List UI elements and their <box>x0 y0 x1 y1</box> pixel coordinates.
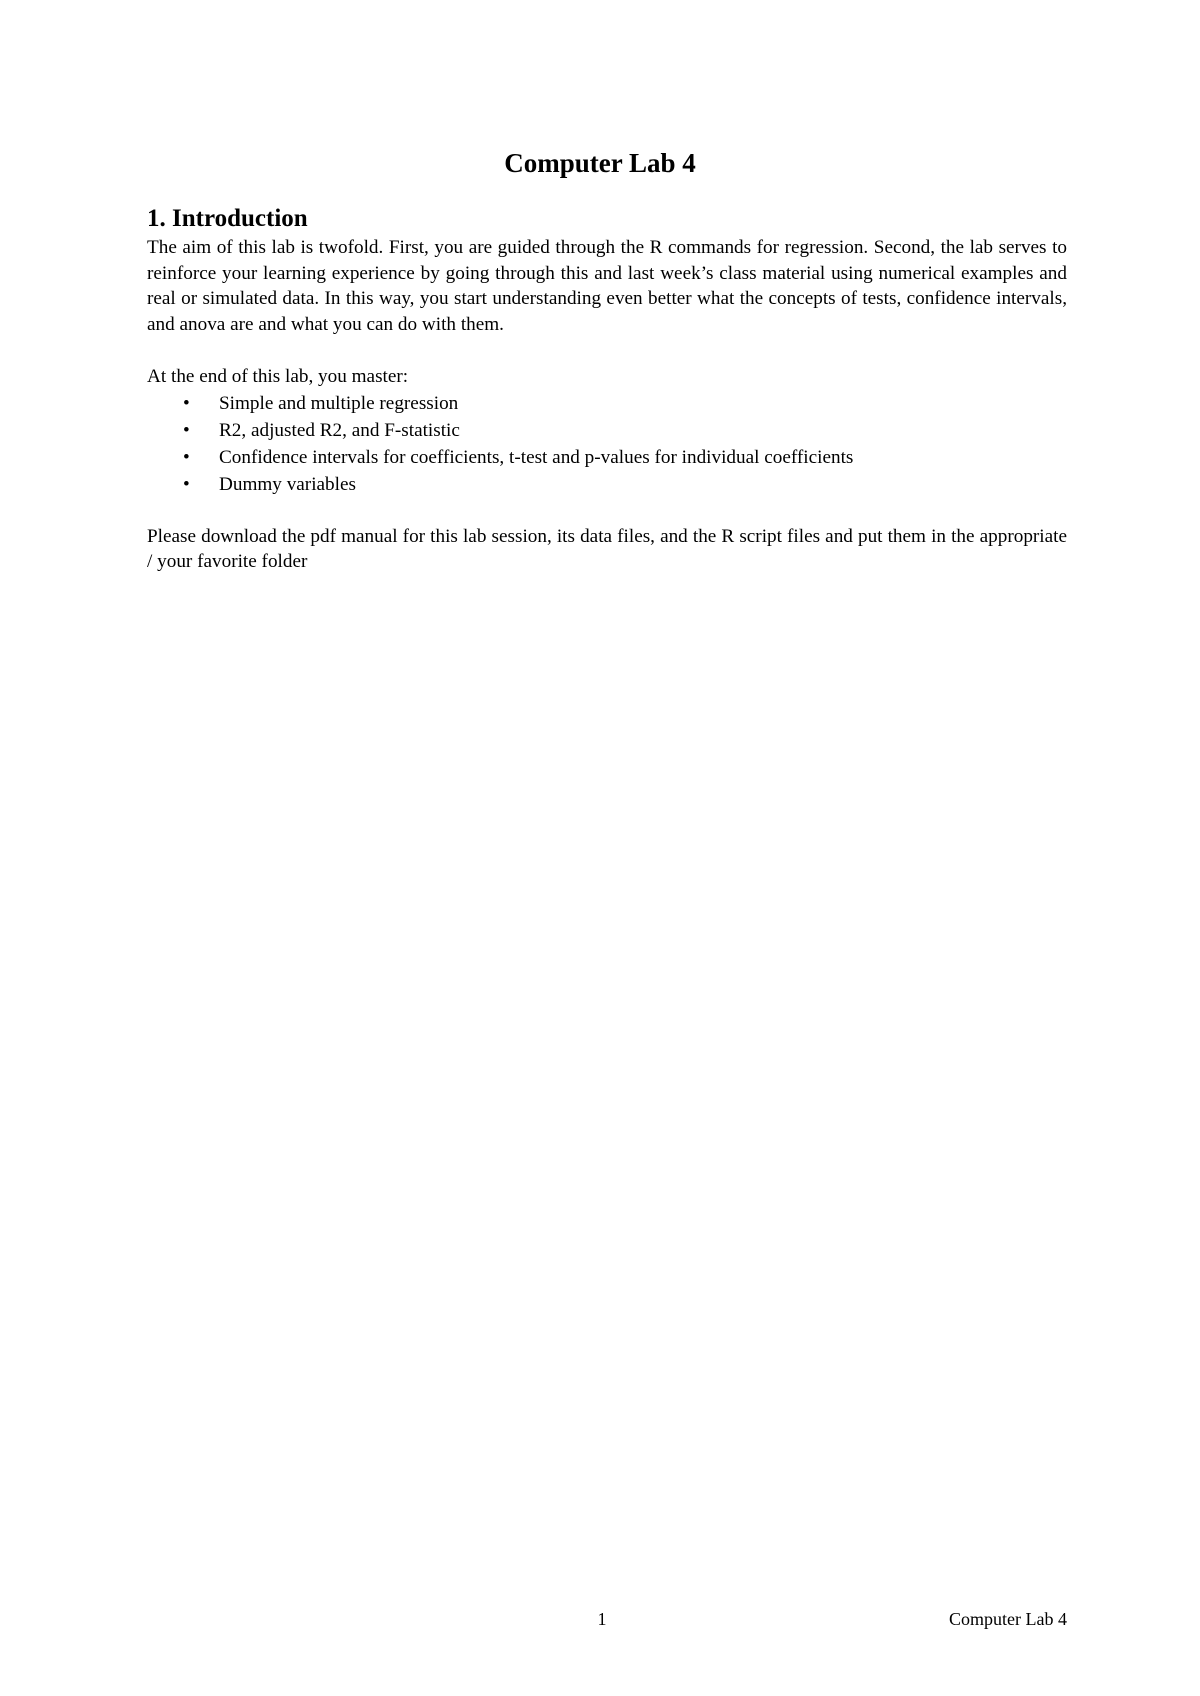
learning-goals-list <box>147 390 1067 498</box>
page-title: Computer Lab 4 <box>504 148 696 178</box>
bullet-icon: • <box>183 392 190 414</box>
bullet-icon: • <box>183 419 190 441</box>
list-item-text: R2, adjusted R2, and F-statistic <box>219 419 460 441</box>
master-intro-text: At the end of this lab, you master: <box>147 365 409 387</box>
list-item-text: Confidence intervals for coefficients, t-test and p-values for individual coefficients <box>219 446 854 468</box>
list-item <box>147 444 1067 471</box>
list-item-text: Simple and multiple regression <box>219 392 459 414</box>
section-heading: 1. Introduction <box>147 205 308 232</box>
list-item <box>147 390 1067 417</box>
list-item <box>147 471 1067 498</box>
footer-running-title: Computer Lab 4 <box>949 1609 1067 1629</box>
intro-paragraph: The aim of this lab is twofold. First, you are guided through the R commands for regression. Second, the lab serves to reinforce your learning experience by going through this and last week’s class material using numerical examples and real or simulated data. In this way, you start understanding even better what the concepts of tests, confidence intervals, and anova are and what you can do with them. <box>147 237 1067 336</box>
bullet-icon: • <box>183 473 190 495</box>
document-body <box>147 203 1067 575</box>
bullet-icon: • <box>183 446 190 468</box>
list-item <box>147 417 1067 444</box>
download-paragraph: Please download the pdf manual for this lab session, its data files, and the R script files and put them in the appropriate / your favorite folder <box>147 525 1067 573</box>
list-item-text: Dummy variables <box>219 473 356 495</box>
footer-page-number: 1 <box>597 1609 607 1629</box>
